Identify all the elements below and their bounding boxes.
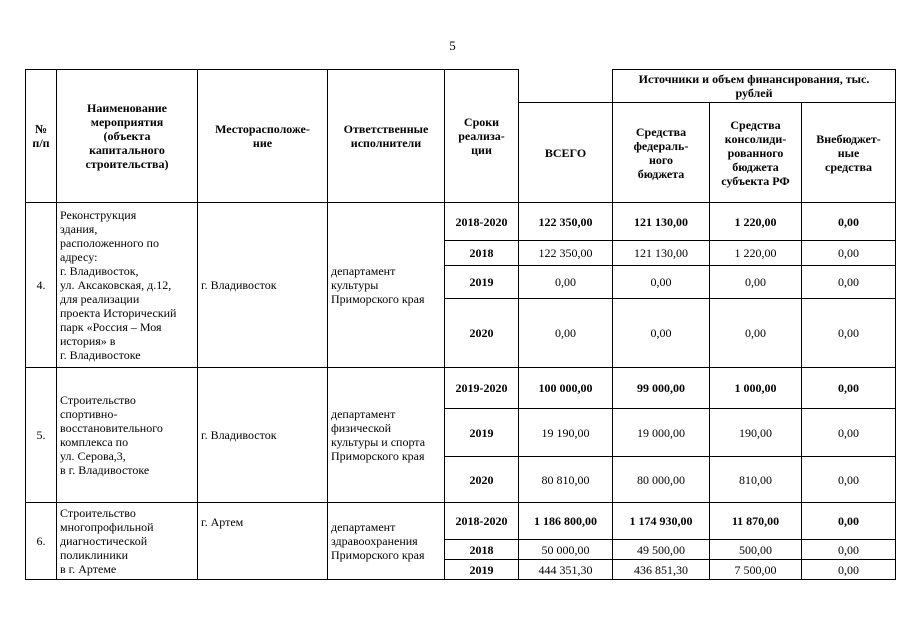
- regional-cell: 1 220,00: [710, 203, 802, 241]
- federal-cell: 0,00: [613, 266, 710, 299]
- offbudget-cell: 0,00: [802, 241, 896, 266]
- regional-cell: 1 220,00: [710, 241, 802, 266]
- offbudget-cell: 0,00: [802, 560, 896, 580]
- federal-cell: 80 000,00: [613, 457, 710, 503]
- offbudget-cell: 0,00: [802, 368, 896, 409]
- project-responsible: департамент физической культуры и спорта Приморского края: [328, 368, 445, 503]
- total-cell: 0,00: [519, 266, 613, 299]
- project-location: г. Владивосток: [198, 203, 328, 368]
- offbudget-cell: 0,00: [802, 299, 896, 368]
- table-row: [26, 203, 896, 241]
- offbudget-cell: 0,00: [802, 409, 896, 457]
- total-cell: 122 350,00: [519, 241, 613, 266]
- header-responsible: Ответственные исполнители: [328, 70, 445, 203]
- header-num: № п/п: [26, 70, 57, 203]
- period-cell: 2019: [445, 409, 519, 457]
- project-name: Строительство спортивно- восстановительного комплекса по ул. Серова,3, в г. Владивостоке: [57, 368, 198, 503]
- total-cell: 19 190,00: [519, 409, 613, 457]
- total-cell: 100 000,00: [519, 368, 613, 409]
- header-regional: Средства консолиди- рованного бюджета субъекта РФ: [710, 103, 802, 203]
- total-cell: 122 350,00: [519, 203, 613, 241]
- table-row: [26, 368, 896, 409]
- project-name: Реконструкция здания, расположенного по адресу: г. Владивосток, ул. Аксаковская, д.12, для реализации проекта Исторический парк «Россия – Моя история» в г. Владивостоке: [57, 203, 198, 368]
- regional-cell: 11 870,00: [710, 503, 802, 540]
- project-num: 5.: [26, 368, 57, 503]
- project-location: г. Артем: [198, 503, 328, 580]
- period-cell: 2020: [445, 457, 519, 503]
- offbudget-cell: 0,00: [802, 203, 896, 241]
- regional-cell: 190,00: [710, 409, 802, 457]
- offbudget-cell: 0,00: [802, 457, 896, 503]
- header-funding-group: Источники и объем финансирования, тыс. рублей: [613, 70, 896, 103]
- period-cell: 2018-2020: [445, 203, 519, 241]
- federal-cell: 49 500,00: [613, 540, 710, 560]
- header-blank: [519, 70, 613, 103]
- period-cell: 2018-2020: [445, 503, 519, 540]
- header-location: Месторасположе- ние: [198, 70, 328, 203]
- total-cell: 80 810,00: [519, 457, 613, 503]
- regional-cell: 0,00: [710, 266, 802, 299]
- total-cell: 444 351,30: [519, 560, 613, 580]
- period-cell: 2019: [445, 560, 519, 580]
- offbudget-cell: 0,00: [802, 266, 896, 299]
- header-total: ВСЕГО: [519, 103, 613, 203]
- project-num: 6.: [26, 503, 57, 580]
- federal-cell: 121 130,00: [613, 203, 710, 241]
- header-name: Наименование мероприятия (объекта капитального строительства): [57, 70, 198, 203]
- period-cell: 2020: [445, 299, 519, 368]
- federal-cell: 19 000,00: [613, 409, 710, 457]
- total-cell: 0,00: [519, 299, 613, 368]
- regional-cell: 1 000,00: [710, 368, 802, 409]
- header-row-1: [26, 70, 896, 103]
- total-cell: 1 186 800,00: [519, 503, 613, 540]
- federal-cell: 436 851,30: [613, 560, 710, 580]
- table-row: [26, 503, 896, 540]
- federal-cell: 1 174 930,00: [613, 503, 710, 540]
- offbudget-cell: 0,00: [802, 540, 896, 560]
- header-federal: Средства федераль- ного бюджета: [613, 103, 710, 203]
- offbudget-cell: 0,00: [802, 503, 896, 540]
- regional-cell: 810,00: [710, 457, 802, 503]
- period-cell: 2019: [445, 266, 519, 299]
- regional-cell: 0,00: [710, 299, 802, 368]
- regional-cell: 500,00: [710, 540, 802, 560]
- header-period: Сроки реализа- ции: [445, 70, 519, 203]
- project-responsible: департамент культуры Приморского края: [328, 203, 445, 368]
- federal-cell: 0,00: [613, 299, 710, 368]
- total-cell: 50 000,00: [519, 540, 613, 560]
- period-cell: 2018: [445, 540, 519, 560]
- page-number: 5: [449, 38, 456, 53]
- federal-cell: 99 000,00: [613, 368, 710, 409]
- financing-table: [25, 69, 896, 580]
- header-offbudget: Внебюджет- ные средства: [802, 103, 896, 203]
- project-location: г. Владивосток: [198, 368, 328, 503]
- regional-cell: 7 500,00: [710, 560, 802, 580]
- period-cell: 2018: [445, 241, 519, 266]
- project-name: Строительство многопрофильной диагностической поликлиники в г. Артеме: [57, 503, 198, 580]
- project-responsible: департамент здравоохранения Приморского края: [328, 503, 445, 580]
- project-num: 4.: [26, 203, 57, 368]
- period-cell: 2019-2020: [445, 368, 519, 409]
- federal-cell: 121 130,00: [613, 241, 710, 266]
